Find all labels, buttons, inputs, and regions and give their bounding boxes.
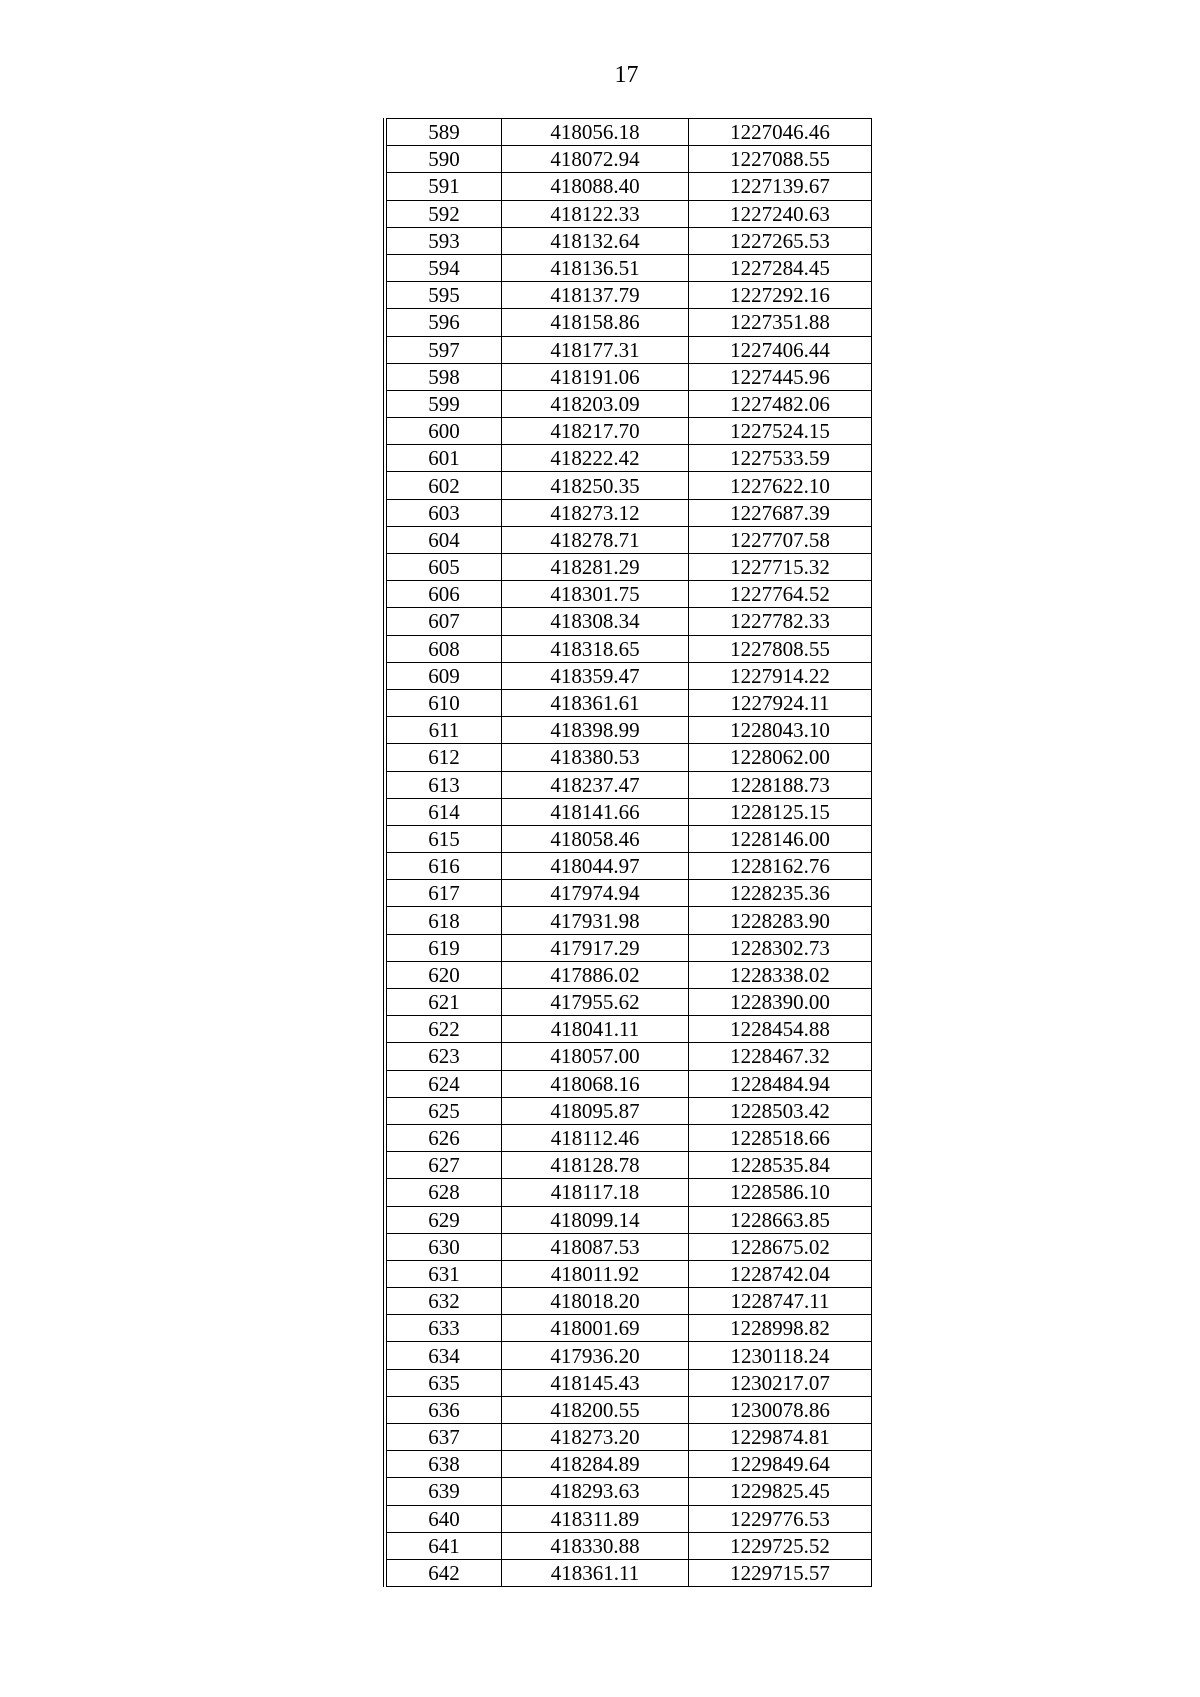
x-coordinate-cell: 418293.63	[502, 1478, 689, 1505]
point-number-cell: 605	[385, 554, 502, 581]
x-coordinate-cell: 418018.20	[502, 1288, 689, 1315]
x-coordinate-cell: 418099.14	[502, 1206, 689, 1233]
x-coordinate-cell: 418359.47	[502, 662, 689, 689]
table-row	[385, 499, 872, 526]
x-coordinate-cell: 417936.20	[502, 1342, 689, 1369]
y-coordinate-cell: 1227088.55	[689, 146, 872, 173]
point-number-cell: 602	[385, 472, 502, 499]
x-coordinate-cell: 418398.99	[502, 717, 689, 744]
point-number-cell: 597	[385, 336, 502, 363]
point-number-cell: 593	[385, 227, 502, 254]
y-coordinate-cell: 1229825.45	[689, 1478, 872, 1505]
table-row	[385, 1424, 872, 1451]
point-number-cell: 624	[385, 1070, 502, 1097]
table-row	[385, 1043, 872, 1070]
point-number-cell: 641	[385, 1532, 502, 1559]
y-coordinate-cell: 1228146.00	[689, 825, 872, 852]
point-number-cell: 598	[385, 363, 502, 390]
table-row	[385, 689, 872, 716]
y-coordinate-cell: 1228535.84	[689, 1152, 872, 1179]
y-coordinate-cell: 1228518.66	[689, 1124, 872, 1151]
x-coordinate-cell: 417931.98	[502, 907, 689, 934]
x-coordinate-cell: 418058.46	[502, 825, 689, 852]
table-row	[385, 1451, 872, 1478]
x-coordinate-cell: 417955.62	[502, 989, 689, 1016]
table-row	[385, 1396, 872, 1423]
y-coordinate-cell: 1228742.04	[689, 1260, 872, 1287]
table-row	[385, 336, 872, 363]
point-number-cell: 634	[385, 1342, 502, 1369]
table-row	[385, 989, 872, 1016]
y-coordinate-cell: 1228586.10	[689, 1179, 872, 1206]
y-coordinate-cell: 1227292.16	[689, 282, 872, 309]
point-number-cell: 623	[385, 1043, 502, 1070]
point-number-cell: 591	[385, 173, 502, 200]
table-row	[385, 662, 872, 689]
table-row	[385, 146, 872, 173]
y-coordinate-cell: 1227139.67	[689, 173, 872, 200]
x-coordinate-cell: 418237.47	[502, 771, 689, 798]
y-coordinate-cell: 1228467.32	[689, 1043, 872, 1070]
x-coordinate-cell: 418068.16	[502, 1070, 689, 1097]
y-coordinate-cell: 1227924.11	[689, 689, 872, 716]
point-number-cell: 613	[385, 771, 502, 798]
y-coordinate-cell: 1227524.15	[689, 418, 872, 445]
point-number-cell: 599	[385, 390, 502, 417]
point-number-cell: 592	[385, 200, 502, 227]
x-coordinate-cell: 418087.53	[502, 1233, 689, 1260]
x-coordinate-cell: 418177.31	[502, 336, 689, 363]
x-coordinate-cell: 418056.18	[502, 119, 689, 146]
table-row	[385, 173, 872, 200]
point-number-cell: 639	[385, 1478, 502, 1505]
x-coordinate-cell: 418250.35	[502, 472, 689, 499]
y-coordinate-cell: 1228675.02	[689, 1233, 872, 1260]
y-coordinate-cell: 1230118.24	[689, 1342, 872, 1369]
point-number-cell: 596	[385, 309, 502, 336]
point-number-cell: 628	[385, 1179, 502, 1206]
point-number-cell: 618	[385, 907, 502, 934]
y-coordinate-cell: 1227482.06	[689, 390, 872, 417]
y-coordinate-cell: 1227622.10	[689, 472, 872, 499]
x-coordinate-cell: 418217.70	[502, 418, 689, 445]
x-coordinate-cell: 418072.94	[502, 146, 689, 173]
y-coordinate-cell: 1227351.88	[689, 309, 872, 336]
table-row	[385, 1505, 872, 1532]
point-number-cell: 619	[385, 934, 502, 961]
table-row	[385, 390, 872, 417]
table-row	[385, 309, 872, 336]
table-row	[385, 771, 872, 798]
table-row	[385, 1152, 872, 1179]
x-coordinate-cell: 417917.29	[502, 934, 689, 961]
x-coordinate-cell: 418273.12	[502, 499, 689, 526]
table-row	[385, 1097, 872, 1124]
table-row	[385, 526, 872, 553]
table-row	[385, 717, 872, 744]
y-coordinate-cell: 1227240.63	[689, 200, 872, 227]
table-row	[385, 1179, 872, 1206]
point-number-cell: 610	[385, 689, 502, 716]
x-coordinate-cell: 418128.78	[502, 1152, 689, 1179]
table-row	[385, 1288, 872, 1315]
table-row	[385, 961, 872, 988]
y-coordinate-cell: 1227764.52	[689, 581, 872, 608]
table-row	[385, 119, 872, 146]
table-row	[385, 1233, 872, 1260]
table-row	[385, 825, 872, 852]
point-number-cell: 604	[385, 526, 502, 553]
x-coordinate-cell: 418001.69	[502, 1315, 689, 1342]
point-number-cell: 621	[385, 989, 502, 1016]
x-coordinate-cell: 418088.40	[502, 173, 689, 200]
y-coordinate-cell: 1227687.39	[689, 499, 872, 526]
y-coordinate-cell: 1228338.02	[689, 961, 872, 988]
table-row	[385, 282, 872, 309]
table-row	[385, 1315, 872, 1342]
page-number: 17	[614, 62, 639, 88]
point-number-cell: 633	[385, 1315, 502, 1342]
table-row	[385, 907, 872, 934]
table-row	[385, 934, 872, 961]
table-row	[385, 608, 872, 635]
y-coordinate-cell: 1228503.42	[689, 1097, 872, 1124]
y-coordinate-cell: 1228390.00	[689, 989, 872, 1016]
x-coordinate-cell: 418191.06	[502, 363, 689, 390]
point-number-cell: 625	[385, 1097, 502, 1124]
table-row	[385, 1478, 872, 1505]
y-coordinate-cell: 1229715.57	[689, 1559, 872, 1586]
x-coordinate-cell: 418330.88	[502, 1532, 689, 1559]
point-number-cell: 600	[385, 418, 502, 445]
y-coordinate-cell: 1228235.36	[689, 880, 872, 907]
table-row	[385, 1124, 872, 1151]
y-coordinate-cell: 1227406.44	[689, 336, 872, 363]
point-number-cell: 616	[385, 853, 502, 880]
y-coordinate-cell: 1228125.15	[689, 798, 872, 825]
x-coordinate-cell: 418318.65	[502, 635, 689, 662]
x-coordinate-cell: 418361.61	[502, 689, 689, 716]
y-coordinate-cell: 1227707.58	[689, 526, 872, 553]
x-coordinate-cell: 418122.33	[502, 200, 689, 227]
y-coordinate-cell: 1229849.64	[689, 1451, 872, 1478]
y-coordinate-cell: 1227782.33	[689, 608, 872, 635]
point-number-cell: 615	[385, 825, 502, 852]
y-coordinate-cell: 1228454.88	[689, 1016, 872, 1043]
y-coordinate-cell: 1227914.22	[689, 662, 872, 689]
x-coordinate-cell: 418281.29	[502, 554, 689, 581]
y-coordinate-cell: 1230217.07	[689, 1369, 872, 1396]
point-number-cell: 640	[385, 1505, 502, 1532]
point-number-cell: 627	[385, 1152, 502, 1179]
y-coordinate-cell: 1229874.81	[689, 1424, 872, 1451]
table-row	[385, 1559, 872, 1586]
x-coordinate-cell: 418136.51	[502, 254, 689, 281]
x-coordinate-cell: 418117.18	[502, 1179, 689, 1206]
table-row	[385, 1342, 872, 1369]
y-coordinate-cell: 1228283.90	[689, 907, 872, 934]
y-coordinate-cell: 1228998.82	[689, 1315, 872, 1342]
point-number-cell: 642	[385, 1559, 502, 1586]
table-row	[385, 445, 872, 472]
y-coordinate-cell: 1227808.55	[689, 635, 872, 662]
table-row	[385, 744, 872, 771]
x-coordinate-cell: 418380.53	[502, 744, 689, 771]
coordinates-table	[383, 118, 872, 1587]
x-coordinate-cell: 418132.64	[502, 227, 689, 254]
table-row	[385, 1016, 872, 1043]
point-number-cell: 607	[385, 608, 502, 635]
table-row	[385, 1369, 872, 1396]
y-coordinate-cell: 1227265.53	[689, 227, 872, 254]
table-row	[385, 798, 872, 825]
table-row	[385, 200, 872, 227]
point-number-cell: 594	[385, 254, 502, 281]
y-coordinate-cell: 1228162.76	[689, 853, 872, 880]
point-number-cell: 590	[385, 146, 502, 173]
y-coordinate-cell: 1229725.52	[689, 1532, 872, 1559]
point-number-cell: 608	[385, 635, 502, 662]
table-row	[385, 1206, 872, 1233]
point-number-cell: 626	[385, 1124, 502, 1151]
x-coordinate-cell: 418057.00	[502, 1043, 689, 1070]
x-coordinate-cell: 418200.55	[502, 1396, 689, 1423]
y-coordinate-cell: 1228302.73	[689, 934, 872, 961]
x-coordinate-cell: 418137.79	[502, 282, 689, 309]
point-number-cell: 620	[385, 961, 502, 988]
point-number-cell: 622	[385, 1016, 502, 1043]
y-coordinate-cell: 1228188.73	[689, 771, 872, 798]
x-coordinate-cell: 418203.09	[502, 390, 689, 417]
table-row	[385, 1070, 872, 1097]
point-number-cell: 609	[385, 662, 502, 689]
point-number-cell: 614	[385, 798, 502, 825]
x-coordinate-cell: 418222.42	[502, 445, 689, 472]
x-coordinate-cell: 418011.92	[502, 1260, 689, 1287]
table-row	[385, 254, 872, 281]
y-coordinate-cell: 1227445.96	[689, 363, 872, 390]
x-coordinate-cell: 418308.34	[502, 608, 689, 635]
point-number-cell: 629	[385, 1206, 502, 1233]
y-coordinate-cell: 1228043.10	[689, 717, 872, 744]
point-number-cell: 637	[385, 1424, 502, 1451]
table-row	[385, 227, 872, 254]
table-row	[385, 418, 872, 445]
x-coordinate-cell: 418361.11	[502, 1559, 689, 1586]
table-row	[385, 554, 872, 581]
x-coordinate-cell: 418158.86	[502, 309, 689, 336]
point-number-cell: 612	[385, 744, 502, 771]
point-number-cell: 632	[385, 1288, 502, 1315]
table-row	[385, 472, 872, 499]
y-coordinate-cell: 1227715.32	[689, 554, 872, 581]
y-coordinate-cell: 1227533.59	[689, 445, 872, 472]
x-coordinate-cell: 418145.43	[502, 1369, 689, 1396]
y-coordinate-cell: 1227046.46	[689, 119, 872, 146]
y-coordinate-cell: 1229776.53	[689, 1505, 872, 1532]
y-coordinate-cell: 1228484.94	[689, 1070, 872, 1097]
point-number-cell: 601	[385, 445, 502, 472]
point-number-cell: 603	[385, 499, 502, 526]
point-number-cell: 589	[385, 119, 502, 146]
point-number-cell: 595	[385, 282, 502, 309]
x-coordinate-cell: 418311.89	[502, 1505, 689, 1532]
point-number-cell: 635	[385, 1369, 502, 1396]
table-row	[385, 1260, 872, 1287]
y-coordinate-cell: 1228663.85	[689, 1206, 872, 1233]
x-coordinate-cell: 418041.11	[502, 1016, 689, 1043]
point-number-cell: 636	[385, 1396, 502, 1423]
point-number-cell: 631	[385, 1260, 502, 1287]
x-coordinate-cell: 418273.20	[502, 1424, 689, 1451]
x-coordinate-cell: 418141.66	[502, 798, 689, 825]
point-number-cell: 606	[385, 581, 502, 608]
x-coordinate-cell: 418284.89	[502, 1451, 689, 1478]
table-row	[385, 581, 872, 608]
table-row	[385, 363, 872, 390]
table-row	[385, 880, 872, 907]
x-coordinate-cell: 417886.02	[502, 961, 689, 988]
table-row	[385, 853, 872, 880]
table-row	[385, 635, 872, 662]
x-coordinate-cell: 418095.87	[502, 1097, 689, 1124]
point-number-cell: 638	[385, 1451, 502, 1478]
x-coordinate-cell: 418278.71	[502, 526, 689, 553]
point-number-cell: 630	[385, 1233, 502, 1260]
table-row	[385, 1532, 872, 1559]
x-coordinate-cell: 417974.94	[502, 880, 689, 907]
y-coordinate-cell: 1227284.45	[689, 254, 872, 281]
x-coordinate-cell: 418044.97	[502, 853, 689, 880]
x-coordinate-cell: 418301.75	[502, 581, 689, 608]
y-coordinate-cell: 1228062.00	[689, 744, 872, 771]
table-body	[385, 119, 872, 1587]
y-coordinate-cell: 1230078.86	[689, 1396, 872, 1423]
y-coordinate-cell: 1228747.11	[689, 1288, 872, 1315]
point-number-cell: 617	[385, 880, 502, 907]
point-number-cell: 611	[385, 717, 502, 744]
x-coordinate-cell: 418112.46	[502, 1124, 689, 1151]
